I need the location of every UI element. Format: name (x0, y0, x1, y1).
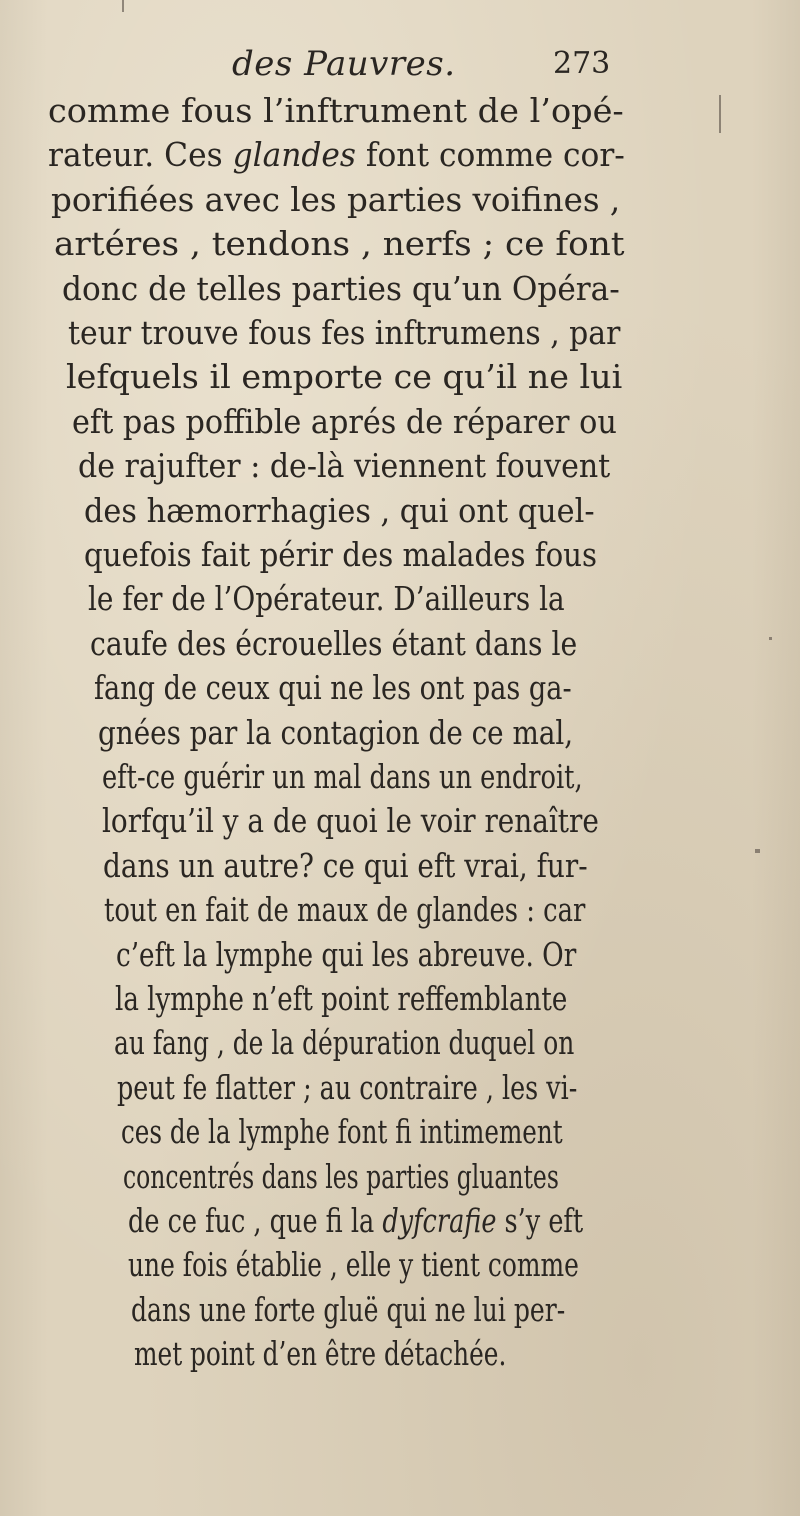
text-line (102, 799, 599, 843)
text-line (90, 622, 577, 666)
line-text: peut fe flatter ; au contraire , les vi- (117, 1067, 578, 1107)
text-line (128, 1243, 579, 1287)
text-line (48, 89, 624, 133)
text-line (134, 1332, 506, 1376)
line-text: de rajufter : de-là viennent fouvent (78, 446, 611, 486)
margin-mark (122, 0, 124, 12)
text-line (131, 1288, 565, 1332)
line-text: fang de ceux qui ne les ont pas ga- (94, 668, 572, 708)
line-text: artéres , tendons , nerfs ; ce font (54, 224, 625, 264)
running-head: des Pauvres. (232, 44, 456, 84)
line-text: font comme cor- (355, 135, 625, 175)
text-line (94, 666, 572, 710)
text-line (54, 222, 625, 266)
text-line (88, 577, 565, 621)
line-text: concentrés dans les parties gluantes (123, 1156, 559, 1196)
line-text: caufe des écrouelles étant dans le (90, 623, 578, 663)
text-line (66, 355, 622, 399)
line-text: dans un autre? ce qui eft vrai, fur- (103, 845, 588, 885)
line-text: dans une forte gluë qui ne lui per- (131, 1289, 566, 1329)
text-line (98, 711, 573, 755)
text-line (68, 311, 620, 355)
text-line (116, 933, 576, 977)
line-text: quefois fait périr des malades fous (84, 535, 598, 574)
text-line (128, 1199, 583, 1243)
margin-mark (769, 637, 772, 640)
line-text: met point d’en être détachée. (134, 1334, 507, 1374)
text-line (84, 533, 597, 577)
line-text: porifiées avec les parties voifines , (51, 179, 621, 219)
line-text: le fer de l’Opérateur. D’ailleurs la (88, 579, 565, 619)
line-text: lefquels il emporte ce qu’il ne lui (66, 357, 623, 397)
text-line (121, 1110, 563, 1154)
text-line (103, 844, 588, 888)
line-text: eft pas poffible aprés de réparer ou (72, 401, 617, 441)
page-header (0, 42, 800, 92)
margin-mark (755, 849, 760, 853)
line-text: au fang , de la dépuration duquel on (114, 1023, 575, 1063)
line-text: des hæmorrhagies , qui ont quel- (84, 490, 595, 530)
line-text: tout en fait de maux de glandes : car (104, 890, 586, 930)
page-number: 273 (553, 46, 611, 81)
text-line (117, 1066, 577, 1110)
line-text: eft-ce guérir un mal dans un endroit, (102, 757, 583, 796)
line-text: rateur. Ces (48, 135, 233, 175)
text-line (48, 133, 625, 177)
italic-word: dyfcrafie (382, 1201, 497, 1240)
italic-word: glandes (232, 135, 356, 175)
line-text: teur trouve fous fes inftrumens , par (68, 313, 621, 352)
text-line (104, 888, 585, 932)
margin-mark (719, 95, 721, 133)
text-line (114, 1021, 574, 1065)
text-line (78, 444, 610, 488)
line-text: une fois établie , elle y tient comme (128, 1245, 579, 1285)
text-line (102, 755, 583, 799)
line-text: comme fous l’inftrument de l’opé- (48, 91, 624, 130)
line-text: la lymphe n’eft point reffemblante (115, 979, 568, 1018)
text-line (51, 178, 620, 222)
text-line (72, 400, 617, 444)
text-line (84, 489, 595, 533)
line-text: c’eft la lymphe qui les abreuve. Or (116, 934, 577, 974)
text-line (62, 267, 620, 311)
text-line (123, 1155, 559, 1199)
line-text: ces de la lymphe font fi intimement (121, 1112, 563, 1152)
line-text: lorfqu’il y a de quoi le voir renaître (102, 801, 599, 841)
line-text: gnées par la contagion de ce mal, (98, 712, 574, 752)
line-text: s’y eft (496, 1201, 584, 1240)
text-line (115, 977, 567, 1021)
line-text: de ce fuc , que fi la (128, 1201, 383, 1240)
line-text: donc de telles parties qu’un Opéra- (62, 268, 620, 308)
